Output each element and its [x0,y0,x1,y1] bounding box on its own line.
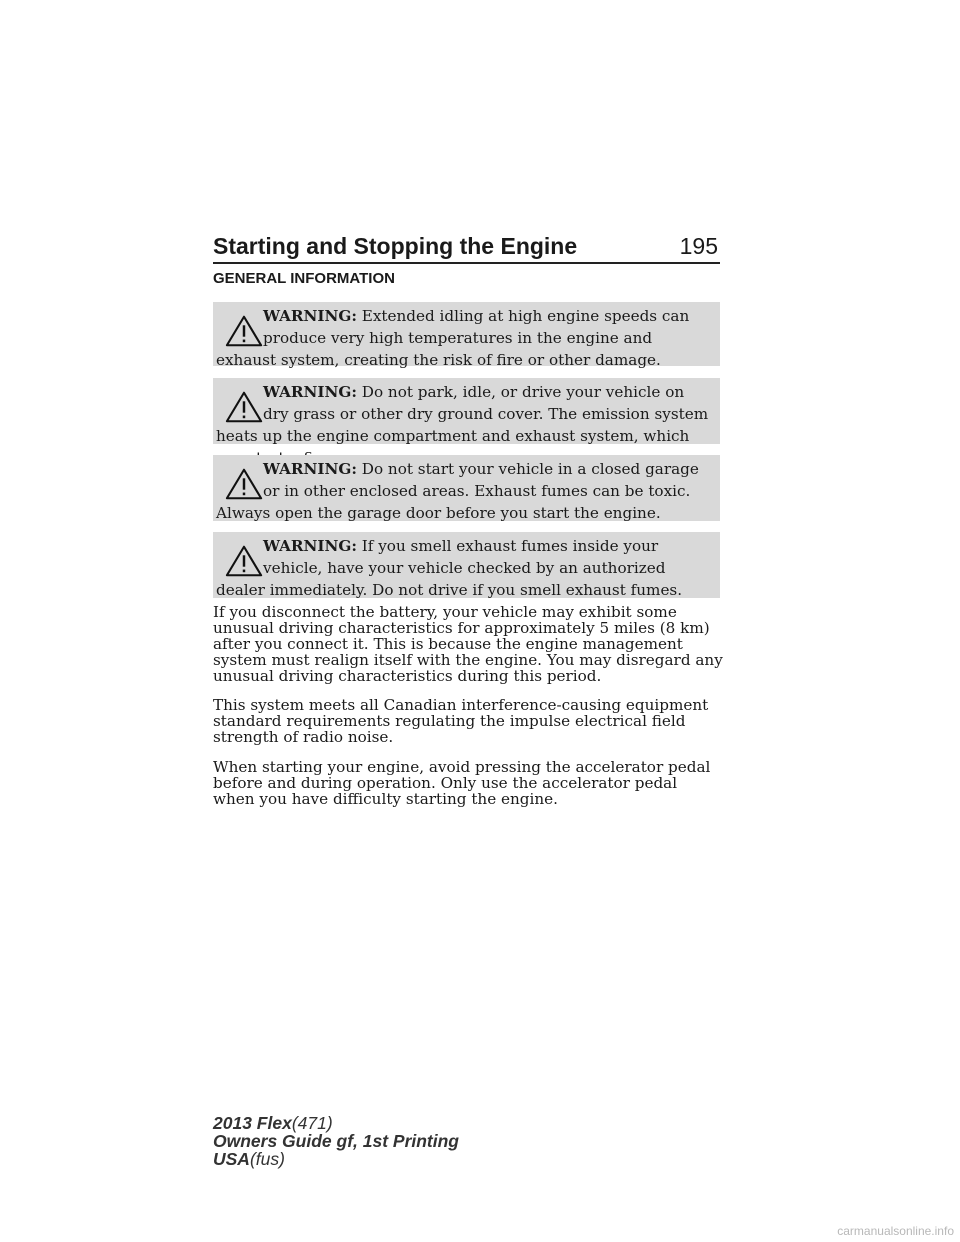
warning-text: Extended idling at high engine speeds can produce very high temperatures in the engine and exhaust system, creating the risk of fire or other damage. [216,307,690,369]
warning-label: WARNING: [263,307,357,325]
warning-box [213,455,720,521]
body-paragraph: If you disconnect the battery, your vehicle may exhibit some unusual driving characteristics for approximately 5 miles (8 km) after you connect it. This is because the engine management system must realign itself with the engine. You may disregard any unusual driving characteristics during this period. [213,603,723,685]
chapter-title: Starting and Stopping the Engine [213,233,578,259]
body-paragraph: When starting your engine, avoid pressing the accelerator pedal before and during operation. Only use the accelerator pedal when you have difficulty starting the engine. [213,758,711,808]
warning-triangle-icon [225,313,263,349]
warning-triangle-icon [225,466,263,502]
warning-text: Do not park, idle, or drive your vehicle on dry grass or other dry ground cover. The emission system heats up the engine compartment and exhaust system, which [216,383,709,445]
footer-model: 2013 Flex [213,1113,292,1133]
warning-box [213,302,720,369]
warning-label: WARNING: [263,460,357,478]
warning-box [213,378,720,444]
warning-label: WARNING: [263,537,357,555]
footer-line-1 [213,1114,459,1132]
watermark: carmanualsonline.info [837,1224,954,1238]
footer-line-2 [213,1132,459,1150]
warning-text: Do not start your vehicle in a closed garage or in other enclosed areas. Exhaust fumes can be toxic. Always open the garage door before you start the engine. [216,460,699,522]
footer-edition: Owners Guide gf, 1st Printing [213,1131,459,1151]
footer-market-code: (fus) [249,1149,285,1169]
warning-triangle-icon [225,543,263,579]
page-number: 195 [679,233,718,259]
page-header [213,226,720,264]
body-paragraph: This system meets all Canadian interference-causing equipment standard requirements regulating the impulse electrical field strength of radio noise. [213,696,709,746]
warning-box [213,532,720,598]
warning-triangle-icon [225,389,263,425]
warning-text: If you smell exhaust fumes inside your vehicle, have your vehicle checked by an authorized dealer immediately. Do not drive if you smell exhaust fumes. [216,537,683,599]
footer-code: (471) [291,1113,333,1133]
footer-line-3 [213,1150,459,1168]
footer-market: USA [213,1149,250,1169]
print-footer [213,1114,459,1168]
warning-label: WARNING: [263,383,357,401]
section-heading: GENERAL INFORMATION [213,270,395,287]
